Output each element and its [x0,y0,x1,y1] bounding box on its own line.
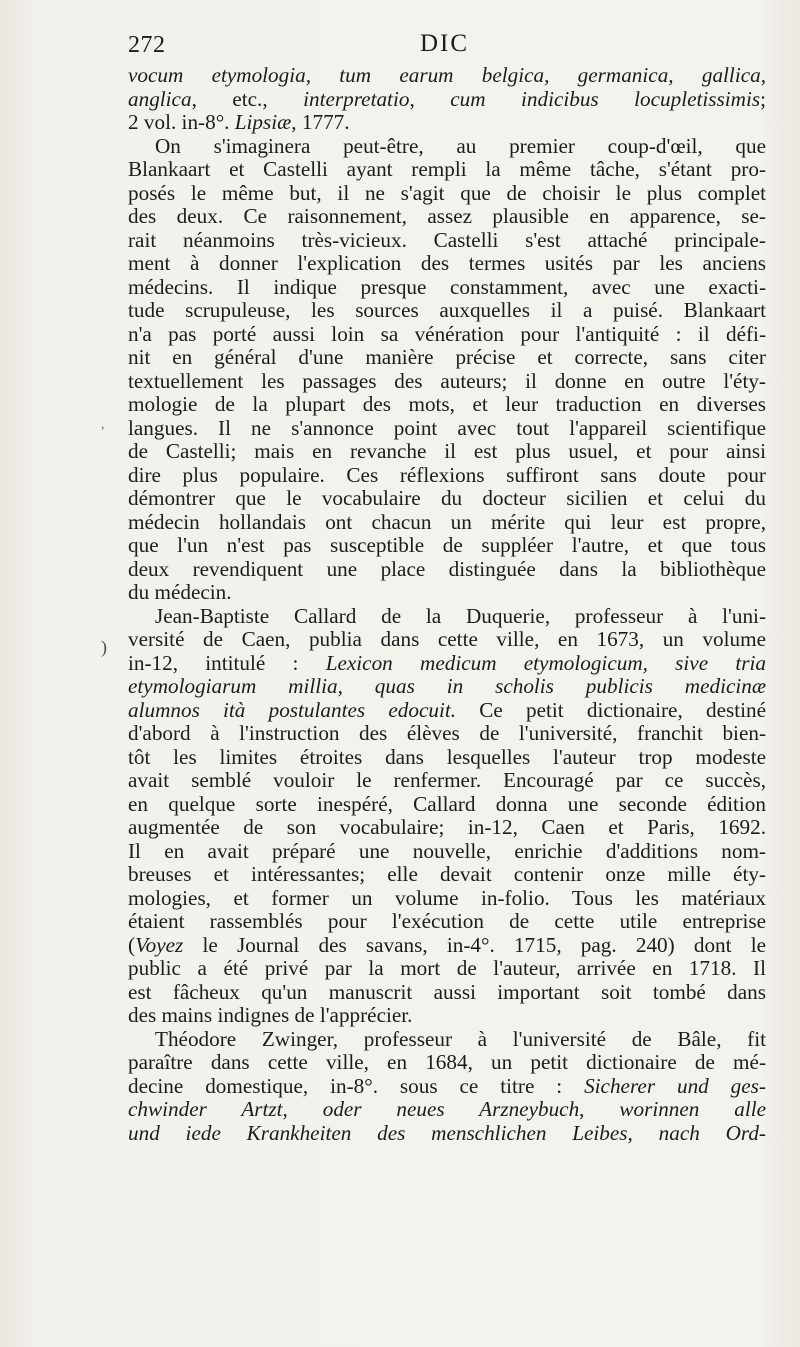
italic-text: vocum etymologia, tum earum belgica, germanica, gallica, [128,63,766,87]
text-line: en quelque sorte inespéré, Callard donna une seconde édition [128,791,766,816]
italic-text: anglica [128,86,192,111]
text-line: mologies, et former un volume in-folio. Tous les matériaux [128,885,766,910]
text-line: deux revendiquent une place distinguée dans la bibliothèque [128,556,766,581]
text-line: augmentée de son vocabulaire; in-12, Caen et Paris, 1692. [128,815,766,839]
italic-text: interpretatio [303,86,410,111]
text-line: est fâcheux qu'un manuscrit aussi important soit tombé dans [128,979,766,1004]
text-line: tude scrupuleuse, les sources auxquelles il a puisé. Blankaart [128,298,766,322]
text-line: versité de Caen, publia dans cette ville, en 1673, un volume [128,627,766,651]
page-number: 272 [128,32,166,58]
italic-text: Lipsiæ [234,110,292,134]
italic-text: worinnen alle [619,1097,767,1121]
text-line [128,64,766,88]
text-line: Théodore Zwinger, professeur à l'université de Bâle, fit [155,1026,766,1051]
text-line: in-12, intitulé : Lexicon medicum etymologicum, sive tria [128,650,766,675]
text-line: (Voyez le Journal des savans, in-4°. 1715, pag. 240) dont le [128,932,766,957]
text-line: und iede Krankheiten des menschlichen Leibes, nach Ord- [128,1120,766,1145]
text-line: de Castelli; mais en revanche il est plus usuel, et pour ainsi [128,439,766,463]
text-line: du médecin. [128,580,232,604]
text-line: ment à donner l'explication des termes usités par les anciens [128,251,766,275]
italic-text: Sicherer und ges- [584,1073,766,1098]
text-line: Blankaart et Castelli ayant rempli la même tâche, s'étant pro- [128,157,766,181]
text-line: médecins. Il indique presque constamment, avec une exacti- [128,274,766,299]
text-line: médecin hollandais ont chacun un mérite qui leur est propre, [128,509,766,534]
text-line: paraître dans cette ville, en 1684, un petit dictionaire de mé- [128,1050,766,1074]
text-line: n'a pas porté aussi loin sa vénération pour l'antiquité : il défi- [128,321,766,346]
text-line: decine domestique, in-8°. sous ce titre : Sicherer und ges- [128,1073,766,1098]
margin-mark-comma: , [101,417,105,432]
text-line: étaient rassemblés pour l'exécution de cette utile entreprise [128,909,766,933]
text-line: d'abord à l'instruction des élèves de l'université, franchit bien- [128,721,766,745]
text-line: dire plus populaire. Ces réflexions suffiront sans doute pour [128,462,766,487]
text-line: posés le même but, il ne s'agit que de choisir le plus complet [128,180,766,205]
italic-text: oder neues Arzneybuch [322,1097,580,1121]
italic-text: und iede Krankheiten des menschlichen Leibes [128,1120,628,1145]
text-line: chwinder Artzt, oder neues Arzneybuch, worinnen alle [128,1097,767,1121]
text-line: rait néanmoins très-vicieux. Castelli s'est attaché principale- [128,227,766,252]
text-line: des deux. Ce raisonnement, assez plausible en apparence, se- [128,204,766,228]
text-line: mologie de la plupart des mots, et leur traduction en diverses [128,392,766,416]
text-line: 2 vol. in-8°. Lipsiæ, 1777. [128,110,350,134]
text-line: breuses et intéressantes; elle devait contenir onze mille éty- [128,862,766,886]
text-line: nit en général d'une manière précise et correcte, sans citer [128,345,766,369]
text-line: que l'un n'est pas susceptible de suppléer l'autre, et que tous [128,533,766,557]
text-line: Jean-Baptiste Callard de la Duquerie, professeur à l'uni- [155,603,766,628]
text-line: textuellement les passages des auteurs; il donne en outre l'éty- [128,368,766,393]
italic-text: Lexicon medicum etymologicum, sive tria [325,650,766,675]
text-line: Il en avait préparé une nouvelle, enrichie d'additions nom- [128,838,766,863]
running-head: DIC [420,30,470,57]
page-header [128,30,768,62]
italic-text: alumnos ità postulantes edocuit. [128,697,457,722]
body-text [128,64,766,1145]
margin-mark-paren: ) [101,637,107,657]
text-line: public a été privé par la mort de l'auteur, arrivée en 1718. Il [128,956,766,980]
text-line: alumnos ità postulantes edocuit. Ce petit dictionaire, destiné [128,697,766,722]
text-line: On s'imaginera peut-être, au premier coup-d'œil, que [155,133,766,158]
italic-text: chwinder Artzt [128,1097,283,1121]
text-line: démontrer que le vocabulaire du docteur sicilien et celui du [128,486,766,510]
text-line: avait semblé vouloir le renfermer. Encouragé par ce succès, [128,768,766,792]
italic-text: cum indicibus locupletissimis [450,86,761,111]
text-line: anglica, etc., interpretatio, cum indicibus locupletissimis; [128,86,766,111]
italic-text: Voyez [135,932,184,957]
text-line [128,675,766,699]
text-line: tôt les limites étroites dans lesquelles l'auteur trop modeste [128,744,766,769]
text-line: des mains indignes de l'apprécier. [128,1003,413,1027]
italic-text: etymologiarum millia, quas in scholis publicis medicinæ [128,674,766,698]
italic-text: nach Ord- [658,1120,766,1145]
text-line: langues. Il ne s'annonce point avec tout l'appareil scientifique [128,415,766,440]
